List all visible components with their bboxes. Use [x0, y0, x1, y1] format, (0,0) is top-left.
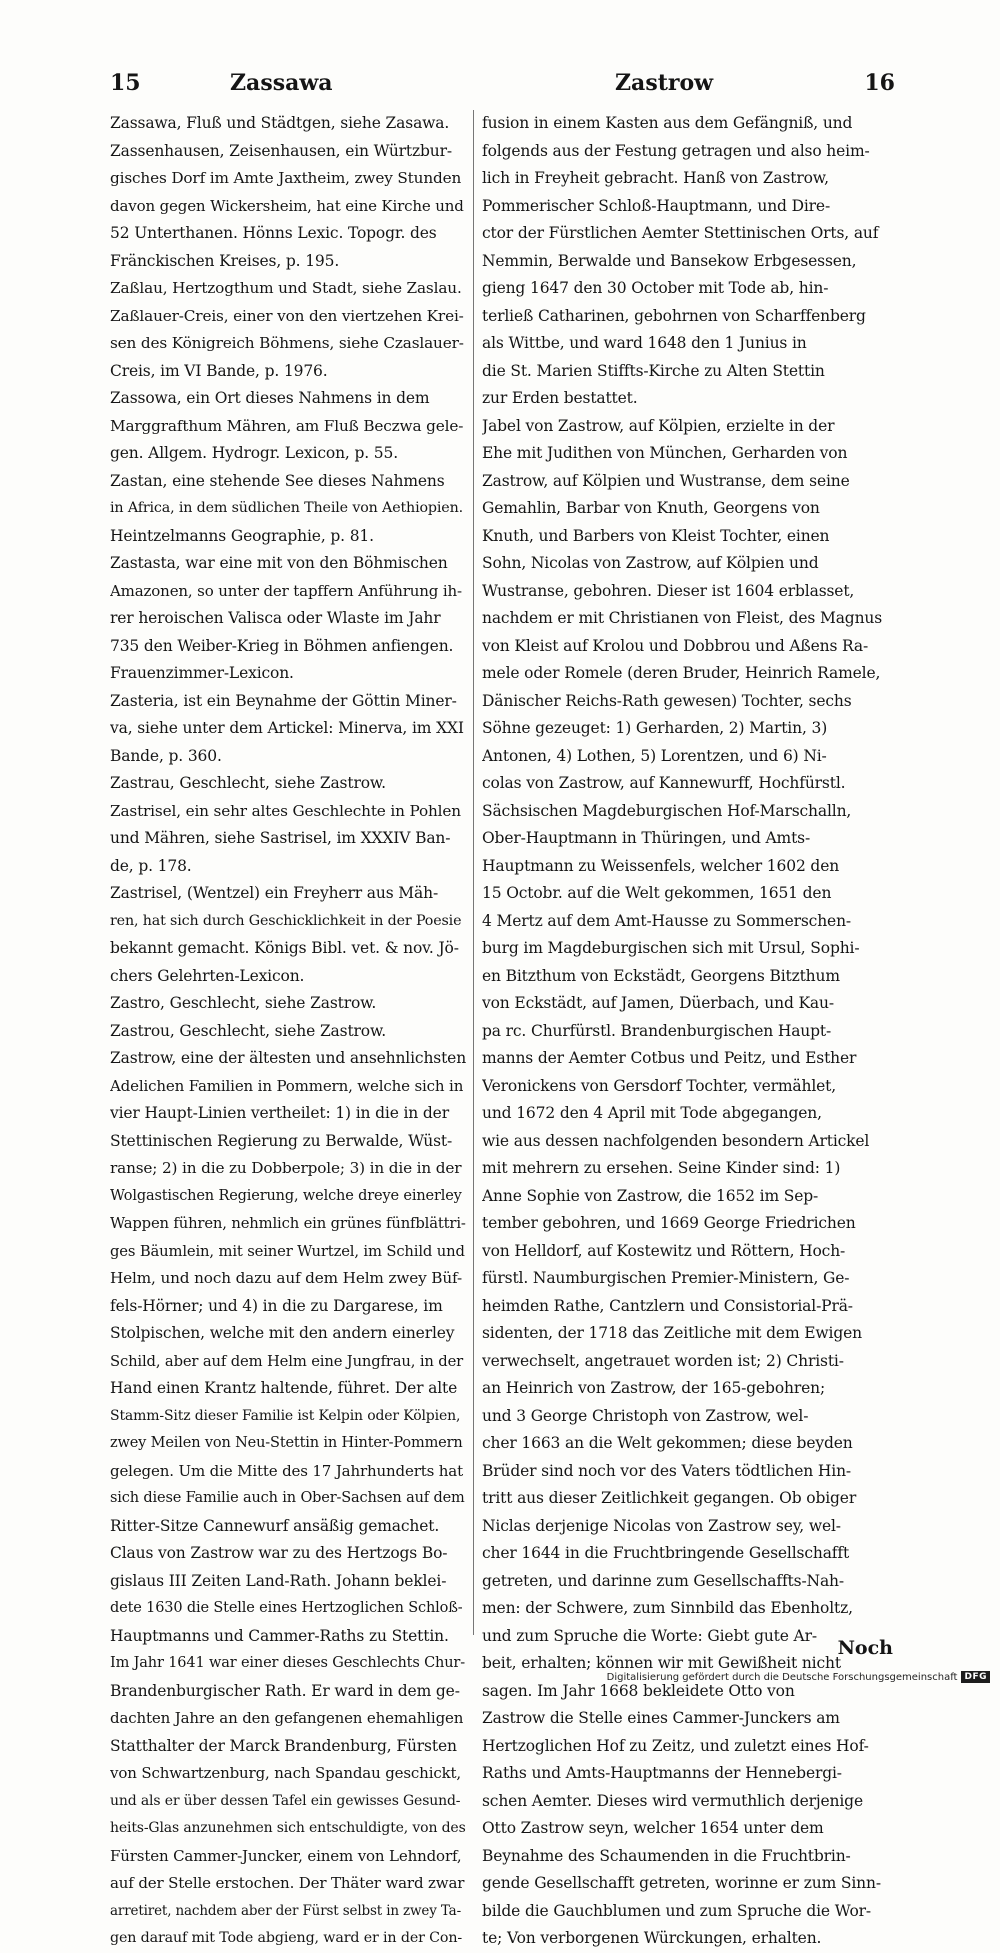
- text-line: gende Gesellschafft getreten, worinne er zum Sinn-: [482, 1874, 881, 1892]
- text-line: Brüder sind noch vor des Vaters tödtlichen Hin-: [482, 1461, 851, 1480]
- text-line: colas von Zastrow, auf Kannewurff, Hochfürstl.: [482, 774, 846, 792]
- text-line: Hauptmann zu Weissenfels, welcher 1602 den: [482, 856, 840, 875]
- text-line: dachten Jahre an den gefangenen ehemahligen: [110, 1709, 464, 1727]
- text-line: an Heinrich von Zastrow, der 165-gebohren;: [482, 1379, 826, 1397]
- footer-text: Digitalisierung gefördert durch die Deutsche Forschungsgemeinschaft: [606, 1671, 958, 1683]
- text-line: die St. Marien Stiffts-Kirche zu Alten Stettin: [482, 361, 825, 380]
- text-line: Gemahlin, Barbar von Knuth, Georgens von: [482, 499, 820, 517]
- text-line: sagen. Im Jahr 1668 bekleidete Otto von: [482, 1681, 795, 1700]
- text-line: Hand einen Krantz haltende, führet. Der alte: [110, 1379, 458, 1397]
- text-line: 52 Unterthanen. Hönns Lexic. Topogr. des: [110, 224, 437, 242]
- text-line: gisches Dorf im Amte Jaxtheim, zwey Stunden: [110, 169, 462, 187]
- text-line: mit mehrern zu ersehen. Seine Kinder sind: 1): [482, 1159, 841, 1177]
- text-line: Ritter-Sitze Cannewurf ansäßig gemachet.: [110, 1516, 440, 1535]
- text-line: verwechselt, angetrauet worden ist; 2) Christi-: [482, 1351, 844, 1370]
- text-line: Hertzoglichen Hof zu Zeitz, und zuletzt eines Hof-: [482, 1736, 869, 1755]
- text-line: Zastro, Geschlecht, siehe Zastrow.: [110, 994, 377, 1012]
- page-number-left: 15: [110, 70, 141, 96]
- text-line: manns der Aemter Cotbus und Peitz, und Esther: [482, 1049, 857, 1067]
- text-line: Dänischer Reichs-Rath gewesen) Tochter, sechs: [482, 691, 852, 710]
- text-line: bilde die Gauchblumen und zum Spruche die Wor-: [482, 1901, 871, 1920]
- text-line: sen des Königreich Böhmens, siehe Czaslauer-: [110, 334, 464, 352]
- text-line: Hauptmanns und Cammer-Raths zu Stettin.: [110, 1626, 449, 1645]
- text-line: bekannt gemacht. Königs Bibl. vet. & nov. Jö-: [110, 939, 459, 957]
- text-line: Jabel von Zastrow, auf Kölpien, erzielte in der: [482, 416, 835, 435]
- text-line: Beynahme des Schaumenden in die Fruchtbrin-: [482, 1846, 851, 1865]
- text-line: Zassenhausen, Zeisenhausen, ein Würtzbur-: [110, 141, 452, 160]
- text-line: Otto Zastrow seyn, welcher 1654 unter dem: [482, 1819, 824, 1837]
- text-line: vier Haupt-Linien vertheilet: 1) in die in der: [110, 1104, 449, 1122]
- text-line: Nemmin, Berwalde und Bansekow Erbgesessen,: [482, 251, 857, 270]
- text-line: wie aus dessen nachfolgenden besondern Artickel: [482, 1131, 870, 1150]
- text-line: Zastrow, eine der ältesten und ansehnlichsten: [110, 1049, 466, 1067]
- text-line: Zastrisel, ein sehr altes Geschlechte in Pohlen: [110, 801, 461, 820]
- text-line: Söhne gezeuget: 1) Gerharden, 2) Martin, 3): [482, 719, 828, 737]
- text-line: von Helldorf, auf Kostewitz und Röttern, Hoch-: [482, 1241, 846, 1260]
- text-line: Wappen führen, nehmlich ein grünes fünfblättri-: [110, 1215, 466, 1232]
- text-line: gen darauf mit Tode abgieng, ward er in der Con-: [110, 1930, 463, 1946]
- running-header: [110, 70, 895, 104]
- digitization-footer: [607, 1668, 990, 1686]
- text-line: terließ Catharinen, gebohrnen von Scharffenberg: [482, 306, 866, 325]
- text-line: getreten, und darinne zum Gesellschaffts-Nah-: [482, 1571, 844, 1590]
- text-line: rer heroischen Valisca oder Wlaste im Jahr: [110, 609, 441, 627]
- text-line: nachdem er mit Christianen von Fleist, des Magnus: [482, 609, 883, 627]
- text-line: Fränckischen Kreises, p. 195.: [110, 251, 340, 270]
- text-line: zur Erden bestattet.: [482, 389, 638, 407]
- text-line: Zastrau, Geschlecht, siehe Zastrow.: [110, 774, 386, 792]
- text-line: auf der Stelle erstochen. Der Thäter ward zwar: [110, 1874, 465, 1892]
- text-line: Zastrou, Geschlecht, siehe Zastrow.: [110, 1021, 387, 1040]
- text-line: und 3 George Christoph von Zastrow, wel-: [482, 1406, 809, 1425]
- text-line: fusion in einem Kasten aus dem Gefängniß, und: [482, 114, 853, 132]
- text-line: Creis, im VI Bande, p. 1976.: [110, 361, 328, 380]
- text-line: Frauenzimmer-Lexicon.: [110, 664, 294, 682]
- text-line: Claus von Zastrow war zu des Hertzogs Bo-: [110, 1544, 448, 1562]
- text-line: Zassawa, Fluß und Städtgen, siehe Zasawa.: [110, 114, 450, 132]
- text-column-left: [110, 110, 466, 1953]
- text-line: Veronickens von Gersdorf Tochter, vermählet,: [482, 1076, 837, 1095]
- text-line: und Mähren, siehe Sastrisel, im XXXIV Ban-: [110, 829, 451, 847]
- text-line: Fürsten Cammer-Juncker, einem von Lehndorf,: [110, 1846, 462, 1865]
- text-line: Zastan, eine stehende See dieses Nahmens: [110, 471, 445, 490]
- text-line: ren, hat sich durch Geschicklichkeit in der Poesie: [110, 912, 462, 929]
- text-line: sidenten, der 1718 das Zeitliche mit dem Ewigen: [482, 1324, 862, 1342]
- text-line: von Schwartzenburg, nach Spandau geschickt,: [110, 1764, 462, 1782]
- text-line: von Kleist auf Krolou und Dobbrou und Aßens Ra-: [482, 636, 869, 655]
- text-line: ges Bäumlein, mit seiner Wurtzel, im Schild und: [110, 1242, 465, 1260]
- header-keyword-left: Zassawa: [230, 70, 333, 96]
- text-line: Stolpischen, welche mit den andern einerley: [110, 1324, 455, 1342]
- text-line: folgends aus der Festung getragen und also heim-: [482, 141, 870, 160]
- text-line: de, p. 178.: [110, 856, 192, 875]
- text-line: dete 1630 die Stelle eines Hertzoglichen Schloß-: [110, 1600, 463, 1616]
- text-line: Zassowa, ein Ort dieses Nahmens in dem: [110, 389, 430, 407]
- dfg-logo: DFG: [961, 1671, 990, 1683]
- text-line: in Africa, in dem südlichen Theile von Aethiopien.: [110, 500, 463, 516]
- text-line: Raths und Amts-Hauptmanns der Hennebergi-: [482, 1764, 842, 1782]
- text-line: und als er über dessen Tafel ein gewisses Gesund-: [110, 1792, 461, 1809]
- text-line: heits-Glas anzunehmen sich entschuldigte, von des: [110, 1820, 466, 1836]
- text-line: gen. Allgem. Hydrogr. Lexicon, p. 55.: [110, 444, 398, 462]
- text-line: Marggrafthum Mähren, am Fluß Beczwa gele-: [110, 416, 464, 435]
- text-line: und 1672 den 4 April mit Tode abgegangen,: [482, 1104, 822, 1122]
- text-line: va, siehe unter dem Artickel: Minerva, im XXI: [110, 719, 464, 737]
- header-keyword-right: Zastrow: [615, 70, 714, 96]
- text-line: Zastrisel, (Wentzel) ein Freyherr aus Mäh-: [110, 884, 439, 902]
- text-line: Statthalter der Marck Brandenburg, Fürsten: [110, 1736, 457, 1755]
- text-line: 4 Mertz auf dem Amt-Hausse zu Sommerschen-: [482, 911, 851, 930]
- text-line: schen Aemter. Dieses wird vermuthlich derjenige: [482, 1791, 863, 1810]
- text-line: Schild, aber auf dem Helm eine Jungfrau, in der: [110, 1352, 464, 1370]
- text-line: Ehe mit Judithen von München, Gerharden von: [482, 444, 848, 462]
- text-line: heimden Rathe, Cantzlern und Consistorial-Prä-: [482, 1296, 853, 1315]
- text-line: Zaßlau, Hertzogthum und Stadt, siehe Zaslau.: [110, 279, 462, 297]
- text-line: cher 1644 in die Fruchtbringende Gesellschafft: [482, 1544, 850, 1562]
- column-divider: [473, 110, 474, 1635]
- text-line: Sohn, Nicolas von Zastrow, auf Kölpien und: [482, 554, 819, 572]
- text-line: von Eckstädt, auf Jamen, Düerbach, und Kau-: [482, 994, 834, 1012]
- text-line: als Wittbe, und ward 1648 den 1 Junius in: [482, 334, 807, 352]
- text-line: Wustranse, gebohren. Dieser ist 1604 erblasset,: [482, 581, 855, 600]
- text-line: Pommerischer Schloß-Hauptmann, und Dire-: [482, 196, 831, 215]
- text-line: sich diese Familie auch in Ober-Sachsen auf dem: [110, 1490, 465, 1506]
- text-line: tember gebohren, und 1669 George Friedrichen: [482, 1214, 856, 1232]
- text-line: Amazonen, so unter der tapffern Anführung ih-: [110, 581, 462, 600]
- text-line: fürstl. Naumburgischen Premier-Ministern, Ge-: [482, 1269, 850, 1287]
- text-line: 15 Octobr. auf die Welt gekommen, 1651 den: [482, 884, 832, 902]
- text-line: Zastrow, auf Kölpien und Wustranse, dem seine: [482, 471, 850, 490]
- catchword: Noch: [837, 1637, 893, 1659]
- text-line: davon gegen Wickersheim, hat eine Kirche und: [110, 196, 464, 215]
- text-line: arretiret, nachdem aber der Fürst selbst in zwey Ta-: [110, 1902, 461, 1919]
- text-line: gieng 1647 den 30 October mit Tode ab, hin-: [482, 279, 829, 297]
- text-line: mele oder Romele (deren Bruder, Heinrich Ramele,: [482, 664, 881, 682]
- text-line: pa rc. Churfürstl. Brandenburgischen Haupt-: [482, 1021, 832, 1040]
- text-line: und zum Spruche die Worte: Giebt gute Ar-: [482, 1626, 817, 1645]
- text-line: te; Von verborgenen Würckungen, erhalten.: [482, 1929, 822, 1947]
- text-line: Zastasta, war eine mit von den Böhmischen: [110, 554, 448, 572]
- text-line: Stamm-Sitz dieser Familie ist Kelpin oder Kölpien,: [110, 1407, 461, 1424]
- text-line: gelegen. Um die Mitte des 17 Jahrhunderts hat: [110, 1461, 463, 1480]
- text-line: zwey Meilen von Neu-Stettin in Hinter-Pommern: [110, 1435, 463, 1451]
- text-line: men: der Schwere, zum Sinnbild das Ebenholtz,: [482, 1599, 853, 1617]
- text-line: Brandenburgischer Rath. Er ward in dem ge-: [110, 1681, 460, 1700]
- text-line: 735 den Weiber-Krieg in Böhmen anfiengen.: [110, 636, 454, 655]
- page-number-right: 16: [864, 70, 895, 96]
- text-line: lich in Freyheit gebracht. Hanß von Zastrow,: [482, 169, 829, 187]
- text-line: beit, erhalten; können wir mit Gewißheit nicht: [482, 1654, 841, 1672]
- text-line: burg im Magdeburgischen sich mit Ursul, Sophi-: [482, 939, 860, 957]
- text-line: Zastrow die Stelle eines Cammer-Junckers am: [482, 1709, 840, 1727]
- text-line: Ober-Hauptmann in Thüringen, und Amts-: [482, 829, 811, 847]
- text-line: chers Gelehrten-Lexicon.: [110, 966, 305, 985]
- text-line: Knuth, und Barbers von Kleist Tochter, einen: [482, 526, 830, 545]
- text-line: Wolgastischen Regierung, welche dreye einerley: [110, 1187, 462, 1204]
- text-line: ctor der Fürstlichen Aemter Stettinischen Orts, auf: [482, 224, 879, 242]
- text-line: cher 1663 an die Welt gekommen; diese beyden: [482, 1434, 853, 1452]
- text-line: Zaßlauer-Creis, einer von den viertzehen Krei-: [110, 306, 464, 325]
- text-line: fels-Hörner; und 4) in die zu Dargarese, im: [110, 1296, 443, 1315]
- text-line: ranse; 2) in die zu Dobberpole; 3) in die in der: [110, 1159, 462, 1177]
- text-line: Adelichen Familien in Pommern, welche sich in: [110, 1076, 464, 1095]
- text-line: Niclas derjenige Nicolas von Zastrow sey, wel-: [482, 1516, 841, 1535]
- text-line: en Bitzthum von Eckstädt, Georgens Bitzthum: [482, 966, 840, 985]
- text-line: Bande, p. 360.: [110, 746, 222, 765]
- text-line: Stettinischen Regierung zu Berwalde, Wüst-: [110, 1131, 453, 1150]
- text-line: Zasteria, ist ein Beynahme der Göttin Miner-: [110, 691, 457, 710]
- text-line: Helm, und noch dazu auf dem Helm zwey Büf-: [110, 1269, 462, 1287]
- text-line: Heintzelmanns Geographie, p. 81.: [110, 526, 374, 545]
- text-line: Anne Sophie von Zastrow, die 1652 im Sep-: [482, 1186, 819, 1205]
- text-line: tritt aus dieser Zeitlichkeit gegangen. Ob obiger: [482, 1489, 857, 1507]
- text-line: Antonen, 4) Lothen, 5) Lorentzen, und 6) Ni-: [482, 746, 827, 765]
- text-line: Sächsischen Magdeburgischen Hof-Marschalln,: [482, 801, 852, 820]
- text-line: gislaus III Zeiten Land-Rath. Johann beklei-: [110, 1571, 447, 1590]
- text-line: Im Jahr 1641 war einer dieses Geschlechts Chur-: [110, 1655, 465, 1671]
